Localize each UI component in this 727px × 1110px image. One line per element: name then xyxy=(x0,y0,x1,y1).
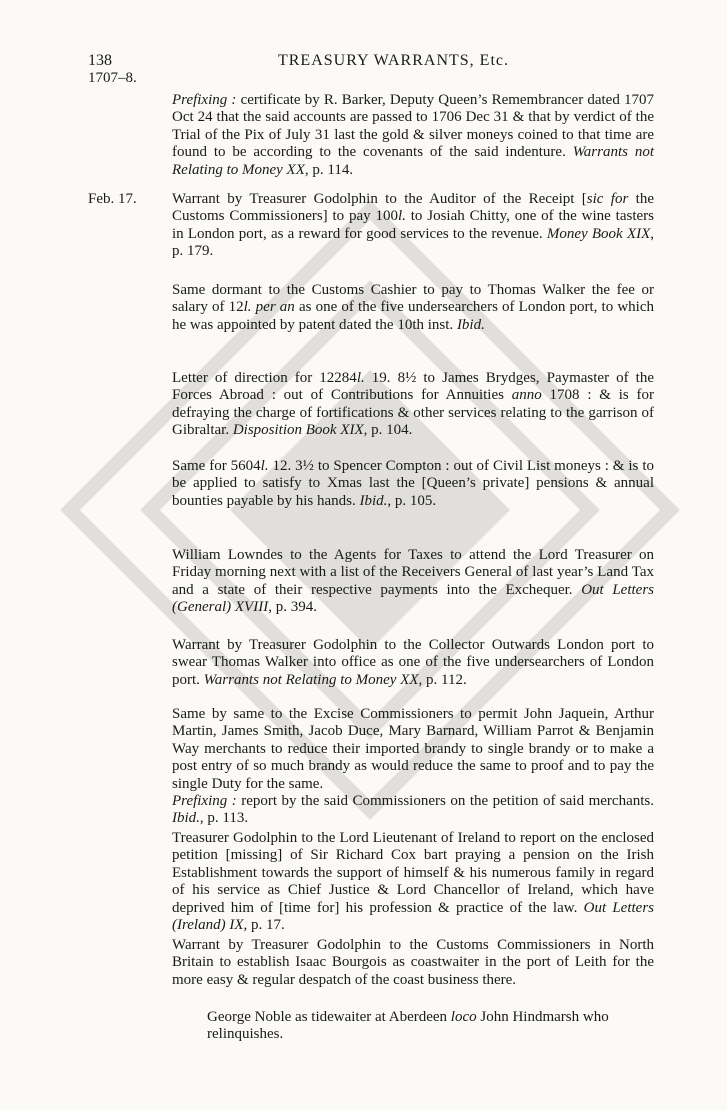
entry-warrant-collector xyxy=(172,637,654,689)
entry-text: William Lowndes to the Agents for Taxes to attend the Lord Treasurer on Friday morning next with a list of the Receivers General of last year’s Land Tax and a state of their respective payments into the Exchequer. xyxy=(172,547,654,598)
entry-text: George Noble as tidewaiter at Aberdeen xyxy=(207,1009,451,1025)
entry-italic: l. per an xyxy=(243,299,295,316)
entry-italic: anno xyxy=(511,387,542,404)
entry-page-ref: , p. 179. xyxy=(172,225,655,260)
entry-text: 19. 8½ to James Brydges, Paymaster of the Forces Abroad : out of Contributions for Annuities xyxy=(172,370,655,404)
entry-text: Warrant by Treasurer Godolphin to the Collector Outwards London port to swear Thomas Walker into office as one of the five undersearchers of London port. xyxy=(172,637,654,688)
entry-label: Prefixing : xyxy=(172,793,237,810)
entry-text: the Customs Commissioners] to pay 100 xyxy=(172,191,654,225)
page-number: 138 xyxy=(88,52,112,69)
margin-year: 1707–8. xyxy=(88,70,137,86)
entry-page-ref: , p. 104. xyxy=(363,422,413,439)
entry-dormant-walker xyxy=(172,282,654,334)
entry-source: Out Letters (Ireland) IX xyxy=(172,899,655,934)
entry-italic: sic for xyxy=(586,191,629,207)
entry-text: to Josiah Chitty, one of the wine tasters in London port, as a reward for good services to the revenue. xyxy=(172,208,654,242)
entry-page-ref: , p. 394. xyxy=(268,599,317,616)
entry-label: Prefixing : xyxy=(172,92,237,108)
entry-noble-tidewaiter xyxy=(207,1009,652,1044)
entry-page-ref: , p. 105. xyxy=(387,492,437,509)
running-title: TREASURY WARRANTS, Etc. xyxy=(277,52,509,69)
entry-prefixing-certificate xyxy=(172,92,654,179)
margin-date: Feb. 17. xyxy=(88,191,137,207)
entry-source: Warrants not Relating to Money XX xyxy=(172,144,655,178)
entry-text: John Hindmarsh who relinquishes. xyxy=(207,1009,609,1043)
entry-lowndes-agents xyxy=(172,547,654,617)
entry-source: Warrants not Relating to Money XX xyxy=(203,671,419,688)
entry-page-ref: , p. 113. xyxy=(199,810,249,827)
entry-text: certificate by R. Barker, Deputy Queen’s Remembrancer dated 1707 Oct 24 that the said accounts are passed to 1706 Dec 31 & that by verdict of the Trial of the Pix of July 31 last the gold & silver moneys coined to that time are found to be according to the covenants of the said indenture. xyxy=(172,92,655,161)
entry-text: as one of the five undersearchers of London port, to which he was appointed by patent dated the 10th inst. xyxy=(172,299,655,333)
entry-letter-brydges xyxy=(172,370,654,440)
entry-text: Same by same to the Excise Commissioners to permit John Jaquein, Arthur Martin, James Smith, Jacob Duce, Mary Barnard, William Parrot & Benjamin Way merchants to reduce their imported brandy to single brandy or to make a post entry of so much brandy as would reduce the same to proof and to pay the single Duty for the same. xyxy=(172,706,654,792)
entry-text: 1708 : & is for defraying the charge of fortifications & other services relating to the garrison of Gibraltar. xyxy=(172,387,654,439)
entry-north-britain xyxy=(172,937,654,989)
entry-text: Warrant by Treasurer Godolphin to the Customs Commissioners in North Britain to establish Isaac Bourgois as coastwaiter in the port of Leith for the more easy & regular despatch of the coast business there. xyxy=(172,937,654,988)
entry-page-ref: , p. 17. xyxy=(243,917,285,934)
entry-source: Out Letters (General) XVIII xyxy=(172,581,654,616)
entry-source: Ibid. xyxy=(359,492,388,509)
entry-page-ref: , p. 112. xyxy=(418,671,467,688)
entry-italic: l. xyxy=(260,458,269,474)
entry-text: 12. 3½ to Spencer Compton : out of Civil List moneys : & is to be applied to satisfy to Xmas last the [Queen’s private] pensions & annual bounties payable by his hands. xyxy=(172,458,654,509)
entry-italic: l. xyxy=(356,370,365,386)
entry-text: Warrant by Treasurer Godolphin to the Auditor of the Receipt [ xyxy=(172,191,587,207)
entry-text: Same for 5604 xyxy=(172,458,261,474)
entry-text: Letter of direction for 12284 xyxy=(172,370,357,386)
entry-lord-lieutenant xyxy=(172,830,654,934)
entry-source: Money Book XIX xyxy=(546,225,651,242)
entry-page-ref: , p. 114. xyxy=(304,161,354,178)
entry-source: Ibid. xyxy=(172,810,200,827)
entry-italic: loco xyxy=(450,1009,477,1025)
entry-text: Treasurer Godolphin to the Lord Lieutenant of Ireland to report on the enclosed petition [missing] of Sir Richard Cox bart praying a pension on the Irish Establishment towards the support of himself & his numerous family in regard of his service as Chief Justice & Lord Chancellor of Ireland, which have deprived him of [time for] his profession & practice of the law. xyxy=(172,830,654,916)
entry-source: Ibid. xyxy=(456,316,485,333)
entry-text: report by the said Commissioners on the petition of said merchants. xyxy=(236,793,654,810)
entry-warrant-chitty xyxy=(172,191,654,261)
entry-source: Disposition Book XIX xyxy=(232,422,364,439)
entry-italic: l. xyxy=(398,208,406,225)
entry-same-compton xyxy=(172,458,654,510)
entry-excise-brandy xyxy=(172,706,654,828)
entry-text: Same dormant to the Customs Cashier to pay to Thomas Walker the fee or salary of 12 xyxy=(172,282,654,316)
